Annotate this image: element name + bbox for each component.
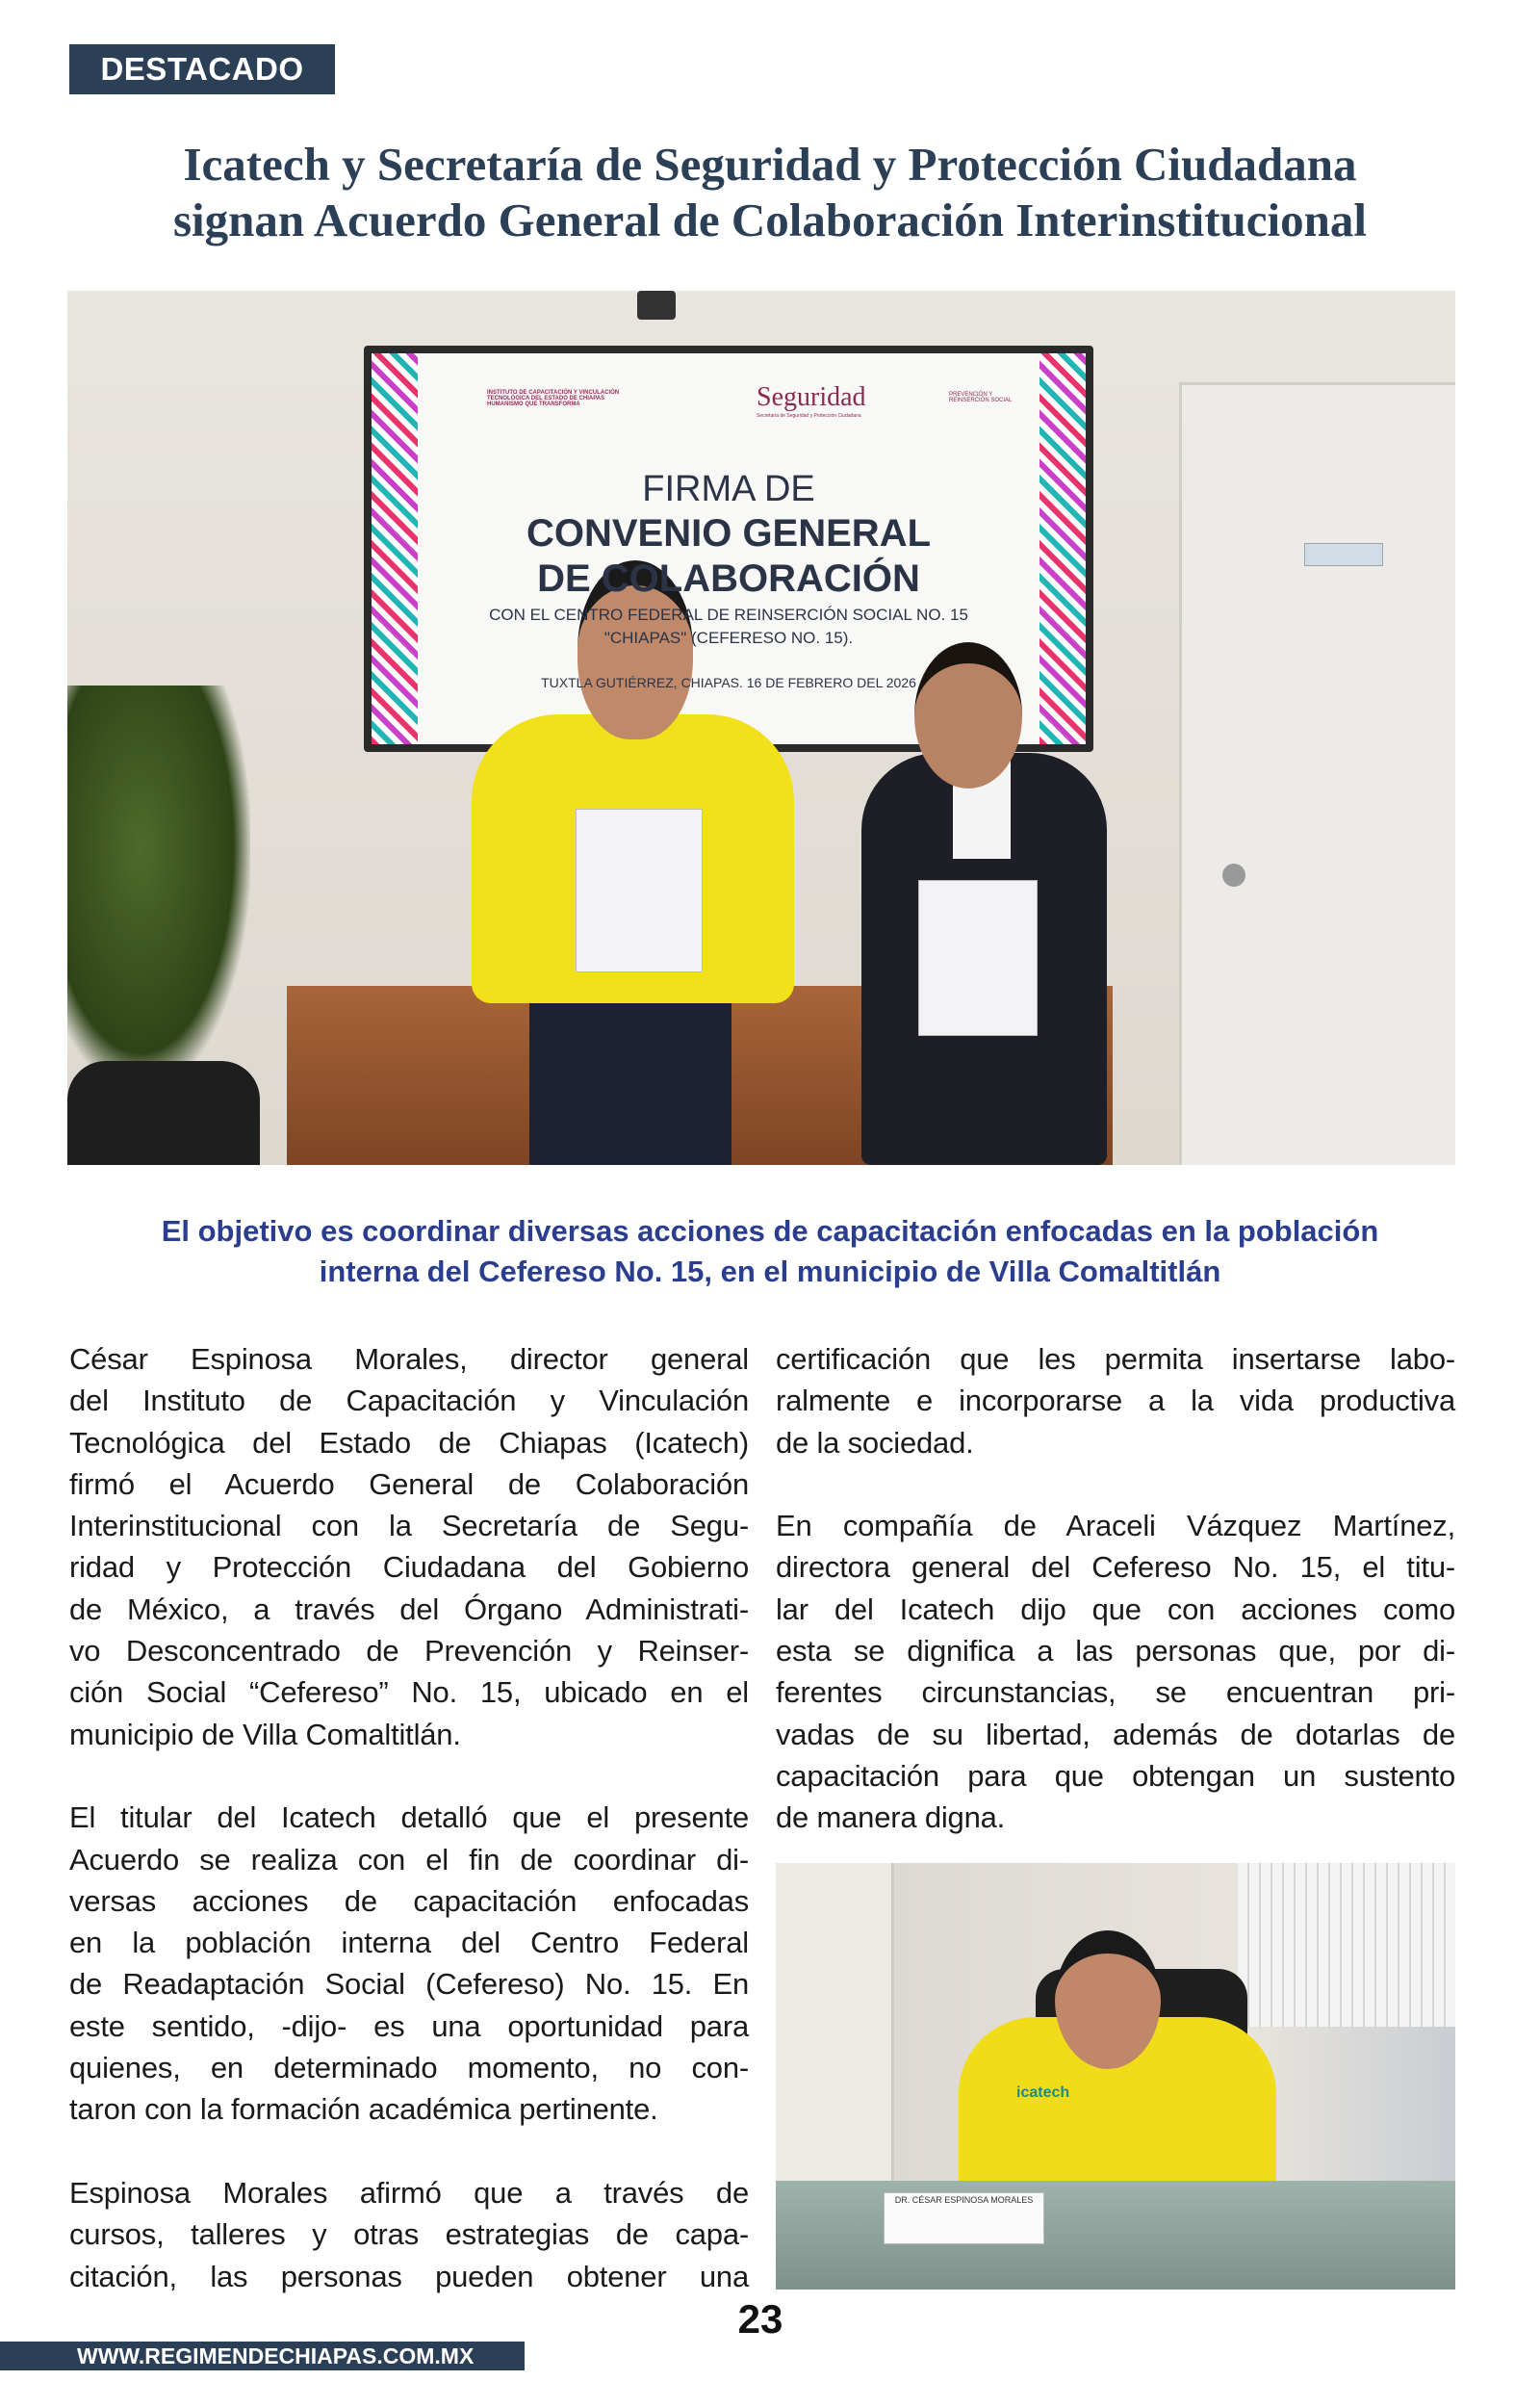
text-line: de Readaptación Social (Cefereso) No. 15. En: [69, 1967, 749, 2002]
text-line: vo Desconcentrado de Prevención y Reinser-: [69, 1634, 749, 1669]
screen-logo-right: PREVENCIÓN Y REINSERCIÓN SOCIAL: [949, 392, 1013, 403]
signed-document: [918, 880, 1038, 1036]
text-line: Interinstitucional con la Secretaría de Segu-: [69, 1509, 749, 1543]
text-line: El titular del Icatech detalló que el presente: [69, 1800, 749, 1835]
text-line: esta se dignifica a las personas que, por di-: [776, 1634, 1455, 1669]
nameplate: DR. CÉSAR ESPINOSA MORALES: [884, 2192, 1044, 2244]
text-line: firmó el Acuerdo General de Colaboración: [69, 1466, 749, 1501]
subtitle-line: El objetivo es coordinar diversas acciones de capacitación enfocadas en la población: [161, 1214, 1379, 1248]
title-line: signan Acuerdo General de Colaboración Interinstitucional: [172, 194, 1367, 246]
shirt-logo: icatech: [1016, 2084, 1070, 2101]
paragraph: [69, 1338, 749, 1755]
text-line: capacitación para que obtengan un sustento: [776, 1758, 1455, 1793]
text-line: citación, las personas pueden obtener una: [69, 2259, 749, 2293]
text-line: municipio de Villa Comaltitlán.: [69, 1717, 461, 1751]
person-legs: [529, 1003, 732, 1165]
text-line: En compañía de Araceli Vázquez Martínez,: [776, 1509, 1455, 1543]
text-line: certificación que les permita insertarse labo-: [776, 1342, 1455, 1376]
tv-screen-text: [372, 353, 1086, 744]
camera: [637, 291, 676, 320]
text-line: César Espinosa Morales, director general: [69, 1342, 749, 1376]
paragraph: [69, 2172, 749, 2297]
text-line: Tecnológica del Estado de Chiapas (Icatech): [69, 1425, 749, 1460]
door: [776, 1863, 894, 2181]
screen-line: CONVENIO GENERAL: [526, 512, 932, 555]
screen-line: FIRMA DE: [642, 469, 815, 509]
screen-logo-seguridad: Seguridad: [757, 382, 866, 412]
text-line: lar del Icatech dijo que con acciones como: [776, 1592, 1455, 1626]
text-column-1: [69, 1338, 749, 2297]
text-line: ralmente e incorporarse a la vida productiva: [776, 1384, 1455, 1418]
screen-line: TUXTLA GUTIÉRREZ, CHIAPAS. 16 DE FEBRERO DEL 2026: [541, 675, 916, 690]
screen-logo-text: INSTITUTO DE CAPACITACIÓN Y VINCULACIÓN TECNOLÓGICA DEL ESTADO DE CHIAPAS: [487, 390, 620, 401]
paragraph: [69, 1797, 749, 2130]
screen-line: CON EL CENTRO FEDERAL DE REINSERCIÓN SOCIAL NO. 15: [489, 606, 968, 624]
signing-desk-photo: [776, 1863, 1455, 2290]
text-line: vadas de su libertad, además de dotarlas de: [776, 1717, 1455, 1751]
table: [776, 2181, 1455, 2290]
signed-document: [576, 809, 703, 972]
text-line: ferentes circunstancias, se encuentran pri-: [776, 1675, 1455, 1710]
text-line: cursos, talleres y otras estrategias de capa-: [69, 2217, 749, 2252]
text-line: del Instituto de Capacitación y Vinculación: [69, 1384, 749, 1418]
window-blinds: [1238, 1863, 1455, 2027]
text-line: ción Social “Cefereso” No. 15, ubicado en el: [69, 1675, 749, 1710]
text-line: de la sociedad.: [776, 1425, 974, 1460]
subtitle-line: interna del Cefereso No. 15, en el municipio de Villa Comaltitlán: [319, 1255, 1221, 1288]
text-line: ridad y Protección Ciudadana del Gobierno: [69, 1550, 749, 1585]
text-line: Acuerdo se realiza con el fin de coordinar di-: [69, 1842, 749, 1876]
text-line: este sentido, -dijo- es una oportunidad para: [69, 2008, 749, 2043]
screen-logo-tag: HUMANISMO QUE TRANSFORMA: [487, 401, 580, 407]
text-line: Espinosa Morales afirmó que a través de: [69, 2175, 749, 2210]
door-sign: [1304, 543, 1383, 566]
signing-photo: [67, 291, 1455, 1165]
screen-line: "CHIAPAS" (CEFERESO NO. 15).: [603, 629, 854, 647]
chair: [67, 1061, 260, 1165]
paragraph: [776, 1338, 1455, 1463]
article-title: [38, 137, 1502, 248]
text-line: versas acciones de capacitación enfocadas: [69, 1883, 749, 1918]
door: [1179, 382, 1455, 1165]
text-column-2: [776, 1338, 1455, 1839]
paragraph-gap: [69, 2131, 749, 2172]
title-line: Icatech y Secretaría de Seguridad y Protección Ciudadana: [183, 138, 1357, 191]
paragraph-gap: [776, 1463, 1455, 1505]
screen-logo-sub: Secretaría de Seguridad y Protección Ciudadana: [757, 413, 861, 419]
plant: [67, 686, 250, 1090]
section-tag: DESTACADO: [69, 44, 335, 94]
person-head: [1055, 1930, 1161, 2069]
text-line: en la población interna del Centro Federal: [69, 1926, 749, 1960]
screen-line: DE COLABORACIÓN: [537, 557, 920, 600]
text-line: directora general del Cefereso No. 15, el titu-: [776, 1550, 1455, 1585]
text-line: quienes, en determinado momento, no con-: [69, 2051, 749, 2085]
text-line: taron con la formación académica pertinente.: [69, 2092, 658, 2127]
paragraph: [776, 1505, 1455, 1838]
text-line: de manera digna.: [776, 1800, 1006, 1835]
website-footer[interactable]: WWW.REGIMENDECHIAPAS.COM.MX: [0, 2342, 525, 2370]
article-subtitle: [38, 1211, 1502, 1292]
page-number: 23: [737, 2296, 783, 2342]
paragraph-gap: [69, 1755, 749, 1797]
text-line: de México, a través del Órgano Administrati-: [69, 1592, 749, 1626]
door-knob: [1222, 864, 1245, 887]
